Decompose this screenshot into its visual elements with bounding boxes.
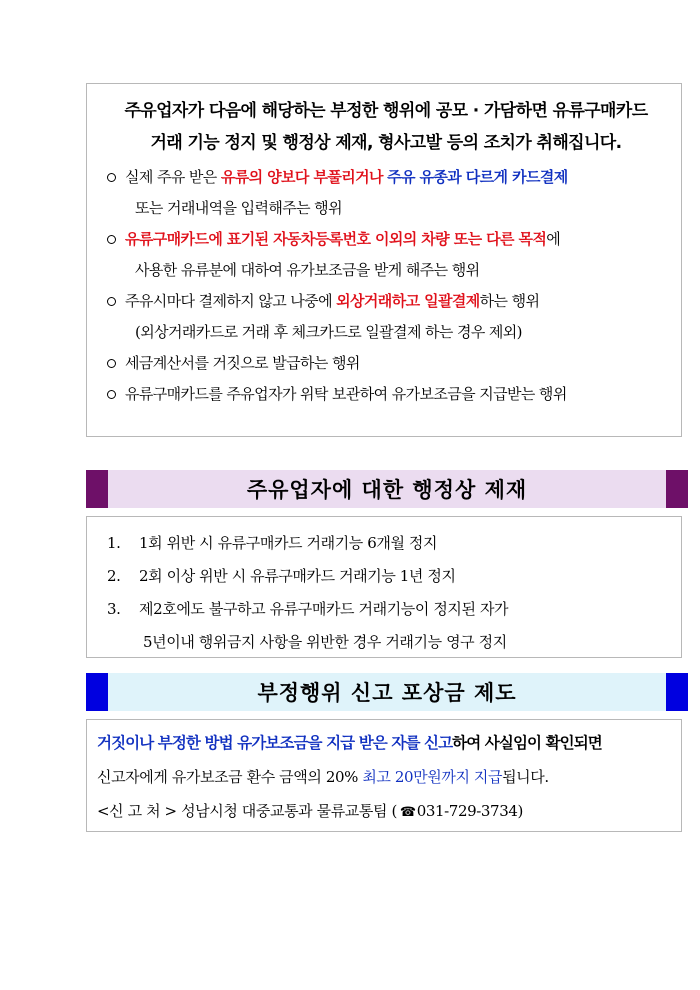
header-cap-left <box>86 470 108 508</box>
circle-bullet-icon <box>107 235 116 244</box>
reward-title: 부정행위 신고 포상금 제도 <box>257 681 517 705</box>
sanction-continuation: 5년이내 행위금지 사항을 위반한 경우 거래기능 영구 정지 <box>143 633 507 651</box>
phone-number: 031-729-3734) <box>416 802 523 820</box>
header-cap-right <box>666 470 688 508</box>
bullet-item: 유류구매카드에 표기된 자동차등록번호 이외의 차량 또는 다른 목적에 사용한 유류분에 대하여 유가보조금을 받게 해주는 행위 <box>101 224 671 286</box>
sanctions-title: 주유업자에 대한 행정상 제재 <box>246 478 528 502</box>
bullet-item: 실제 주유 받은 유류의 양보다 부풀리거나 주유 유종과 다르게 카드결제 또는 거래내역을 입력해주는 행위 <box>101 162 671 224</box>
bullet-item: 유류구매카드를 주유업자가 위탁 보관하여 유가보조금을 지급받는 행위 <box>101 379 671 410</box>
reward-box <box>86 719 682 832</box>
bullet-continuation: 또는 거래내역을 입력해주는 행위 <box>135 199 342 217</box>
circle-bullet-icon <box>107 297 116 306</box>
bullet-continuation: 사용한 유류분에 대하여 유가보조금을 받게 해주는 행위 <box>135 261 480 279</box>
sanctions-box <box>86 516 682 658</box>
bullet-item: 세금계산서를 거짓으로 발급하는 행위 <box>101 348 671 379</box>
sanctions-header <box>86 470 688 508</box>
circle-bullet-icon <box>107 390 116 399</box>
bullet-continuation: (외상거래카드로 거래 후 체크카드로 일괄결제 하는 경우 제외) <box>135 323 522 341</box>
notice-intro <box>101 95 671 159</box>
intro-line-2: 거래 기능 정지 및 행정상 제재, 형사고발 등의 조치가 취해집니다. <box>150 133 622 153</box>
sanction-item: 2. 2회 이상 위반 시 유류구매카드 거래기능 1년 정지 <box>107 567 456 585</box>
bullet-item: 주유시마다 결제하지 않고 나중에 외상거래하고 일괄결제하는 행위 (외상거래카드로 거래 후 체크카드로 일괄결제 하는 경우 제외) <box>101 286 671 348</box>
intro-line-1: 주유업자가 다음에 해당하는 부정한 행위에 공모 · 가담하면 유류구매카드 <box>124 101 648 121</box>
reward-amount-line: 신고자에게 유가보조금 환수 금액의 20% 최고 20만원까지 지급됩니다. <box>97 768 549 786</box>
circle-bullet-icon <box>107 173 116 182</box>
circle-bullet-icon <box>107 359 116 368</box>
reward-header <box>86 673 688 711</box>
notice-box <box>86 83 682 437</box>
phone-icon: ☎ <box>399 805 416 820</box>
sanction-item: 1. 1회 위반 시 유류구매카드 거래기능 6개월 정지 <box>107 534 438 552</box>
sanction-item: 3. 제2호에도 불구하고 유류구매카드 거래기능이 정지된 자가 5년이내 행위금지 사항을 위반한 경우 거래기능 영구 정지 <box>107 593 681 659</box>
header-cap-left <box>86 673 108 711</box>
reward-headline: 거짓이나 부정한 방법 유가보조금을 지급 받은 자를 신고하여 사실임이 확인되면 <box>97 734 602 752</box>
header-cap-right <box>666 673 688 711</box>
contact-line: <신 고 처 > 성남시청 대중교통과 물류교통팀 ( ☎031-729-3734) <box>97 794 681 830</box>
